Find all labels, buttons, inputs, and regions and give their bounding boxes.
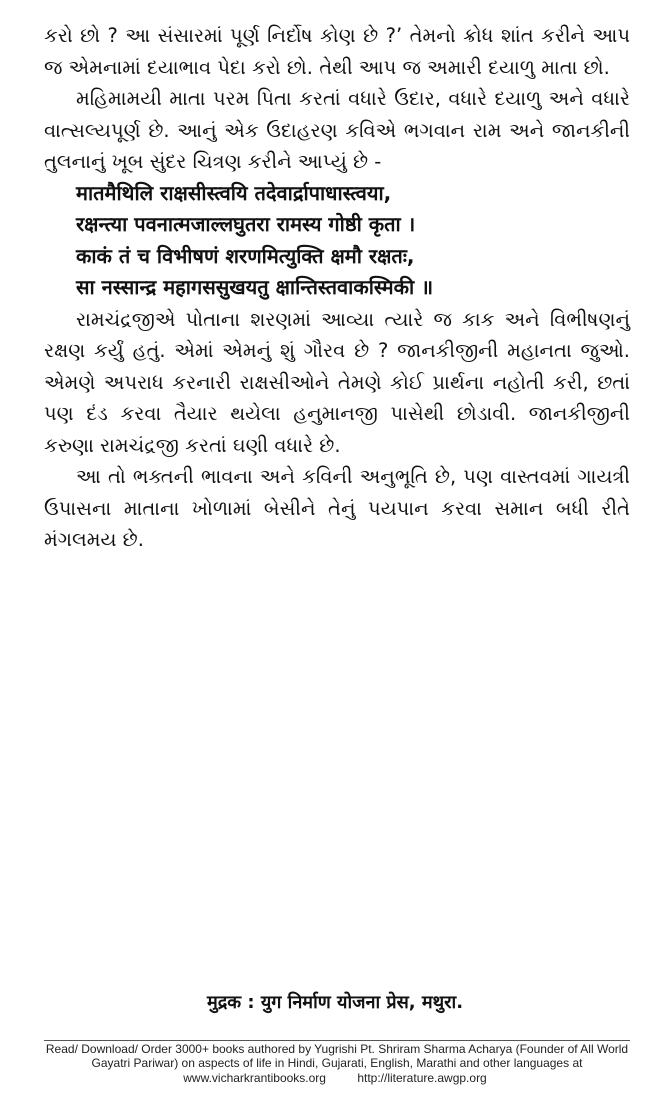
verse-line-3: काकं तं च विभीषणं शरणमित्युक्ति क्षमौ रक्षतः, — [76, 243, 415, 268]
verse-line-4: सा नस्सान्द्र महागससुखयतु क्षान्तिस्तवाकस्मिकी ॥ — [76, 275, 434, 299]
printer-line: मुद्रक : युग निर्माण योजना प्रेस, मथुरा. — [206, 992, 464, 1013]
footer-note: Read/ Download/ Order 3000+ books authored by Yugrishi Pt. Shriram Sharma Acharya (Founder of All World Gayatri Pariwar) on aspects of life in Hindi, Gujarati, English, Marathi and other languages at — [45, 1042, 629, 1070]
footer-links — [0, 1071, 670, 1085]
body-text — [44, 20, 630, 556]
sanskrit-verse — [76, 178, 630, 304]
verse-line-2: रक्षन्त्या पवनात्मजाल्लघुतरा रामस्य गोष्ठी कृता । — [76, 212, 416, 236]
paragraph-mother-compassion: મહિમામયી માતા પરમ પિતા કરતાં વધારે ઉદાર, વધારે દયાળુ અને વધારે વાત્સલ્યપૂર્ણ છે. આનું એક ઉદાહરણ કવિએ ભગવાન રામ અને જાનકીની તુલનાનું ખૂબ સુંદર ચિત્રણ કરીને આપ્યું છે - — [44, 87, 630, 173]
footer-link-awgp[interactable]: http://literature.awgp.org — [357, 1071, 487, 1085]
paragraph-janaki-greatness: રામચંદ્રજીએ પોતાના શરણમાં આવ્યા ત્યારે જ કાક અને વિભીષણનું રક્ષણ કર્યું હતું. એમાં એમનું શું ગૌરવ છે ? જાનકીજીની મહાનતા જુઓ. એમણે અપરાધ કરનારી રાક્ષસીઓને તેમણે કોઈ પ્રાર્થના નહોતી કરી, છતાં પણ દંડ કરવા તૈયાર થયેલા હનુમાનજી પાસેથી છોડાવી. જાનકીજીની કરુણા રામચંદ્રજી કરતાં ઘણી વધારે છે. — [44, 307, 630, 457]
verse-line-1: मातमैथिलि राक्षसीस्त्वयि तदेवार्द्रापाधास्त्वया, — [76, 180, 392, 205]
paragraph-gayatri-worship: આ તો ભક્તની ભાવના અને કવિની અનુભૂતિ છે, પણ વાસ્તવમાં ગાયત્રી ઉપાસના માતાના ખોળામાં બેસીને તેનું પયપાન કરવા સમાન બધી રીતે મંગલમય છે. — [44, 465, 630, 551]
footer-divider — [44, 1040, 630, 1041]
paragraph-continuation: કરો છો ? આ સંસારમાં પૂર્ણ નિર્દોષ કોણ છે ?’ તેમનો ક્રોધ શાંત કરીને આપ જ એમનામાં દયાભાવ પેદા કરો છો. તેથી આપ જ અમારી દયાળુ માતા છો. — [44, 24, 630, 79]
footer-link-vicharkranti[interactable]: www.vicharkrantibooks.org — [183, 1071, 326, 1085]
